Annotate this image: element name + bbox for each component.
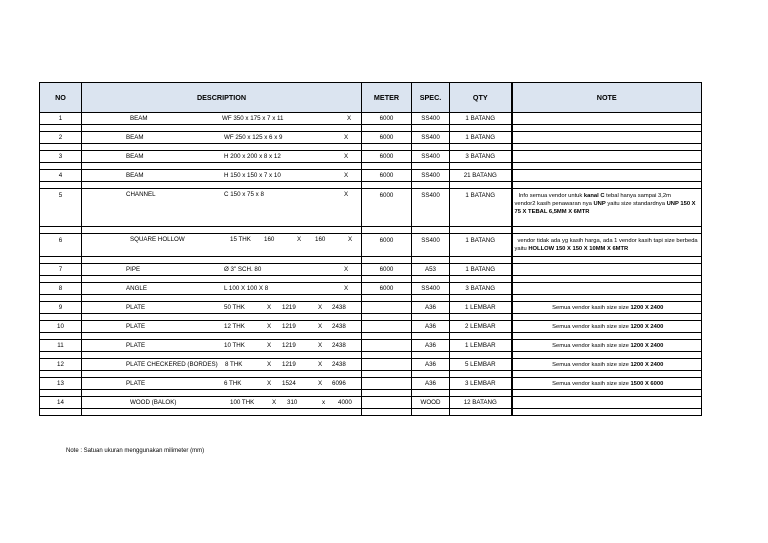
cell-no: 8 xyxy=(40,283,82,295)
item-size-thk: 6 THK xyxy=(224,379,242,387)
cell-spec: SS400 xyxy=(412,170,450,182)
table-row xyxy=(40,340,702,352)
item-name: PIPE xyxy=(126,265,141,273)
table-row xyxy=(40,151,702,163)
table-row xyxy=(40,397,702,409)
item-x: X xyxy=(344,265,349,273)
cell-no: 4 xyxy=(40,170,82,182)
item-name: PLATE CHECKERED (BORDES) xyxy=(126,360,218,368)
cell-spec: A36 xyxy=(412,359,450,371)
item-x: X xyxy=(344,133,349,141)
cell-spec: SS400 xyxy=(412,234,450,257)
header-no: NO xyxy=(40,83,82,113)
note-bold: kanal C xyxy=(583,193,605,199)
cell-note xyxy=(512,132,702,144)
cell-note xyxy=(512,302,702,314)
cell-meter xyxy=(362,359,412,371)
cell-qty: 1 BATANG xyxy=(450,113,512,125)
item-size-b: 1219 xyxy=(282,341,296,349)
material-table xyxy=(39,82,702,416)
item-size-c: 2438 xyxy=(332,341,346,349)
item-size-x2: X xyxy=(318,322,323,330)
item-name: PLATE xyxy=(126,341,146,349)
cell-qty: 3 BATANG xyxy=(450,151,512,163)
cell-no: 11 xyxy=(40,340,82,352)
cell-description xyxy=(82,340,362,352)
cell-meter xyxy=(362,302,412,314)
note-text: vendor tidak ada yg kasih harga, ada 1 vendor kasih tapi size berbeda yaitu xyxy=(514,238,698,252)
item-x: X xyxy=(348,236,353,243)
cell-no: 6 xyxy=(40,234,82,257)
cell-note xyxy=(512,170,702,182)
cell-meter: 6000 xyxy=(362,151,412,163)
cell-description xyxy=(82,264,362,276)
table-row xyxy=(40,132,702,144)
cell-meter: 6000 xyxy=(362,264,412,276)
cell-qty: 2 LEMBAR xyxy=(450,321,512,333)
item-x: X xyxy=(344,191,349,198)
cell-spec: SS400 xyxy=(412,189,450,227)
item-size-b: 1219 xyxy=(282,360,296,368)
cell-no: 9 xyxy=(40,302,82,314)
cell-meter: 6000 xyxy=(362,189,412,227)
cell-qty: 3 BATANG xyxy=(450,283,512,295)
item-name: BEAM xyxy=(126,152,144,160)
cell-spec: WOOD xyxy=(412,397,450,409)
table-row xyxy=(40,321,702,333)
cell-spec: A36 xyxy=(412,340,450,352)
cell-no: 7 xyxy=(40,264,82,276)
item-size-x: X xyxy=(267,360,272,368)
cell-meter: 6000 xyxy=(362,132,412,144)
note-bold: UNP xyxy=(593,201,606,207)
item-name: SQUARE HOLLOW xyxy=(130,236,185,243)
cell-no: 2 xyxy=(40,132,82,144)
item-size-x: X xyxy=(267,379,272,387)
cell-no: 14 xyxy=(40,397,82,409)
item-size: L 100 X 100 X 8 xyxy=(224,284,269,292)
cell-description xyxy=(82,189,362,227)
item-name: BEAM xyxy=(130,114,148,122)
note-text: Semua vendor kasih size size xyxy=(552,361,631,368)
item-size-b: 1219 xyxy=(282,322,296,330)
item-size-thk: 50 THK xyxy=(224,303,245,311)
cell-description xyxy=(82,170,362,182)
header-note: NOTE xyxy=(512,83,702,113)
item-size: C 150 x 75 x 8 xyxy=(224,191,264,198)
item-size-c: 2438 xyxy=(332,303,346,311)
note-text: Info semua vendor untuk xyxy=(518,193,584,199)
cell-meter: 6000 xyxy=(362,234,412,257)
cell-no: 3 xyxy=(40,151,82,163)
table-row xyxy=(40,302,702,314)
item-size: H 200 x 200 x 8 x 12 xyxy=(224,152,281,160)
note-bold: 1500 X 6000 xyxy=(630,380,664,387)
cell-qty: 1 BATANG xyxy=(450,264,512,276)
footnote: Note : Satuan ukuran menggunakan milimeter (mm) xyxy=(66,448,205,454)
cell-spec: SS400 xyxy=(412,113,450,125)
cell-description xyxy=(82,234,362,257)
item-size-x: X xyxy=(267,322,272,330)
item-size-thk: 12 THK xyxy=(224,322,245,330)
note-text: Semua vendor kasih size size xyxy=(552,304,631,311)
cell-description xyxy=(82,283,362,295)
item-size-thk: 10 THK xyxy=(224,341,245,349)
material-table-container xyxy=(39,82,702,416)
cell-qty: 1 BATANG xyxy=(450,234,512,257)
cell-description xyxy=(82,302,362,314)
item-x: X xyxy=(344,152,349,160)
item-size-c: 4000 xyxy=(338,398,352,406)
item-size-b: 310 xyxy=(287,398,298,406)
note-text: vendor2 kasih penawaran nya xyxy=(514,201,594,207)
item-size-c: 2438 xyxy=(332,322,346,330)
item-size-b: 1524 xyxy=(282,379,296,387)
note-text: tebal hanya sampai 3,2m xyxy=(604,193,671,199)
table-row xyxy=(40,170,702,182)
item-size: Ø 3" SCH. 80 xyxy=(224,265,262,273)
cell-no: 1 xyxy=(40,113,82,125)
note-text: Semua vendor kasih size size xyxy=(552,323,631,330)
table-row xyxy=(40,283,702,295)
item-name: PLATE xyxy=(126,303,146,311)
cell-note xyxy=(512,151,702,163)
cell-note xyxy=(512,359,702,371)
cell-description xyxy=(82,132,362,144)
item-size-thk: 8 THK xyxy=(225,360,243,368)
cell-meter xyxy=(362,321,412,333)
cell-description xyxy=(82,397,362,409)
cell-note xyxy=(512,340,702,352)
cell-qty: 12 BATANG xyxy=(450,397,512,409)
item-size-x: X xyxy=(267,341,272,349)
note-bold: UNP 150 X 75 X TEBAL 6,5MM X 6MTR xyxy=(514,201,696,215)
item-size-b: 1219 xyxy=(282,303,296,311)
cell-qty: 1 BATANG xyxy=(450,189,512,227)
cell-qty: 1 LEMBAR xyxy=(450,340,512,352)
cell-meter: 6000 xyxy=(362,283,412,295)
header-row xyxy=(40,83,702,113)
cell-note xyxy=(512,378,702,390)
item-size: H 150 x 150 x 7 x 10 xyxy=(224,171,281,179)
cell-note xyxy=(512,321,702,333)
item-size-c: 2438 xyxy=(332,360,346,368)
item-size-x2: X xyxy=(318,341,323,349)
item-name: BEAM xyxy=(126,171,144,179)
item-x: X xyxy=(347,114,352,122)
header-qty: QTY xyxy=(450,83,512,113)
cell-description xyxy=(82,151,362,163)
item-size-x2: X xyxy=(318,379,323,387)
note-text: Semua vendor kasih size size xyxy=(552,380,631,387)
cell-meter xyxy=(362,397,412,409)
note-bold: 1200 X 2400 xyxy=(630,342,664,349)
cell-no: 10 xyxy=(40,321,82,333)
cell-spec: A36 xyxy=(412,378,450,390)
cell-note xyxy=(512,189,702,227)
cell-description xyxy=(82,359,362,371)
cell-note xyxy=(512,113,702,125)
item-x: X xyxy=(344,171,349,179)
table-row xyxy=(40,113,702,125)
cell-note xyxy=(512,234,702,257)
cell-description xyxy=(82,378,362,390)
cell-description xyxy=(82,113,362,125)
cell-spec: A53 xyxy=(412,264,450,276)
item-size-thk: 15 THK xyxy=(230,236,251,243)
item-size-thk: 100 THK xyxy=(230,398,255,406)
cell-note xyxy=(512,397,702,409)
note-bold: 1200 X 2400 xyxy=(630,323,664,330)
table-row xyxy=(40,189,702,227)
item-size-x: X xyxy=(272,398,277,406)
item-size-x2: X xyxy=(318,360,323,368)
item-size-b: 160 xyxy=(264,236,275,243)
table-row xyxy=(40,359,702,371)
header-meter: METER xyxy=(362,83,412,113)
cell-description xyxy=(82,321,362,333)
cell-note xyxy=(512,264,702,276)
item-name: BEAM xyxy=(126,133,144,141)
item-name: CHANNEL xyxy=(126,191,156,198)
cell-meter xyxy=(362,340,412,352)
item-size-x2: X xyxy=(318,303,323,311)
item-size: WF 250 x 125 x 6 x 9 xyxy=(224,133,283,141)
cell-note xyxy=(512,283,702,295)
note-text: Semua vendor kasih size size xyxy=(552,342,631,349)
cell-no: 13 xyxy=(40,378,82,390)
item-size-x2: x xyxy=(322,398,326,406)
item-size-x: X xyxy=(297,236,302,243)
cell-qty: 5 LEMBAR xyxy=(450,359,512,371)
cell-no: 5 xyxy=(40,189,82,227)
cell-spec: SS400 xyxy=(412,132,450,144)
cell-spec: A36 xyxy=(412,302,450,314)
item-name: WOOD (BALOK) xyxy=(130,398,177,406)
item-name: ANGLE xyxy=(126,284,147,292)
header-spec: SPEC. xyxy=(412,83,450,113)
note-text: yaitu size standardnya xyxy=(605,201,667,207)
cell-meter xyxy=(362,378,412,390)
item-name: PLATE xyxy=(126,322,146,330)
cell-spec: A36 xyxy=(412,321,450,333)
cell-meter: 6000 xyxy=(362,170,412,182)
cell-spec: SS400 xyxy=(412,283,450,295)
table-row xyxy=(40,234,702,257)
note-bold: HOLLOW 150 X 150 X 10MM X 6MTR xyxy=(528,246,629,252)
cell-no: 12 xyxy=(40,359,82,371)
cell-spec: SS400 xyxy=(412,151,450,163)
header-description: DESCRIPTION xyxy=(82,83,362,113)
table-row xyxy=(40,264,702,276)
cell-qty: 1 LEMBAR xyxy=(450,302,512,314)
cell-qty: 21 BATANG xyxy=(450,170,512,182)
note-bold: 1200 X 2400 xyxy=(630,304,664,311)
cell-qty: 1 BATANG xyxy=(450,132,512,144)
table-row xyxy=(40,378,702,390)
item-size-x: X xyxy=(267,303,272,311)
note-bold: 1200 X 2400 xyxy=(630,361,664,368)
item-size-c: 160 xyxy=(315,236,326,243)
item-x: X xyxy=(344,284,349,292)
item-size-c: 6096 xyxy=(332,379,346,387)
cell-qty: 3 LEMBAR xyxy=(450,378,512,390)
item-name: PLATE xyxy=(126,379,146,387)
item-size: WF 350 x 175 x 7 x 11 xyxy=(222,114,284,122)
cell-meter: 6000 xyxy=(362,113,412,125)
